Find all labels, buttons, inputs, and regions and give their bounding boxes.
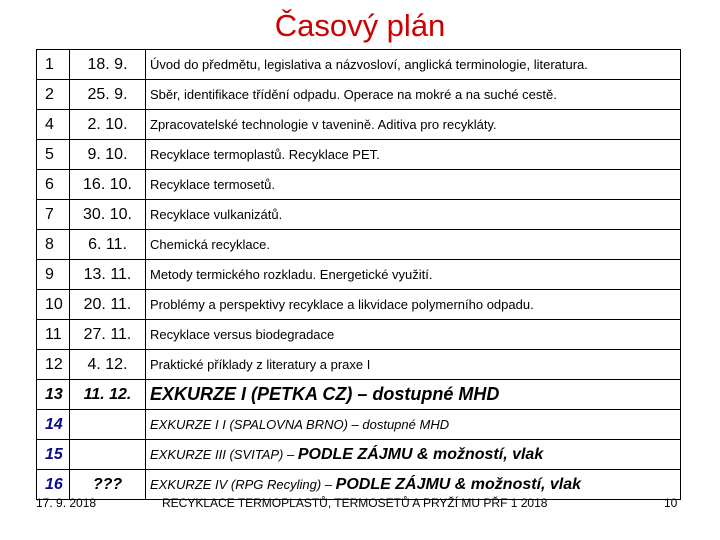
table-row (37, 50, 681, 80)
row-number: 2 (37, 80, 70, 110)
row-date: 2. 10. (70, 110, 146, 140)
table-row (37, 440, 681, 470)
row-topic: Zpracovatelské technologie v tavenině. Aditiva pro recykláty. (146, 110, 681, 140)
table-row (37, 230, 681, 260)
row-date: 13. 11. (70, 260, 146, 290)
table-row (37, 110, 681, 140)
table-row (37, 260, 681, 290)
page-number: 10 (664, 496, 678, 510)
row-date: 9. 10. (70, 140, 146, 170)
row-topic: Recyklace vulkanizátů. (146, 200, 681, 230)
row-topic: Úvod do předmětu, legislativa a názvosloví, anglická terminologie, literatura. (146, 50, 681, 80)
row-date: 30. 10. (70, 200, 146, 230)
row-number: 6 (37, 170, 70, 200)
page-title: Časový plán (274, 8, 446, 43)
row-topic (146, 470, 681, 500)
table-row (37, 320, 681, 350)
table-row (37, 380, 681, 410)
row-topic: EXKURZE I (PETKA CZ) – dostupné MHD (146, 380, 681, 410)
row-number: 1 (37, 50, 70, 80)
row-number: 7 (37, 200, 70, 230)
row-number: 10 (37, 290, 70, 320)
row-date: 20. 11. (70, 290, 146, 320)
row-date: 6. 11. (70, 230, 146, 260)
row-number: 15 (37, 440, 70, 470)
row-topic: EXKURZE I I (SPALOVNA BRNO) – dostupné MHD (146, 410, 681, 440)
row-topic-emphasis: PODLE ZÁJMU & možností, vlak (297, 445, 544, 463)
row-date: 11. 12. (70, 380, 146, 410)
row-topic: Recyklace termosetů. (146, 170, 681, 200)
row-date (70, 440, 146, 470)
row-date: 25. 9. (70, 80, 146, 110)
table-row (37, 410, 681, 440)
footer-course-title: RECYKLACE TERMOPLASTŮ, TERMOSETŮ A PRYŽÍ MU PŘF 1 2018 (162, 496, 548, 510)
row-topic: Sběr, identifikace třídění odpadu. Operace na mokré a na suché cestě. (146, 80, 681, 110)
table-row (37, 200, 681, 230)
row-number: 11 (37, 320, 70, 350)
row-topic: Problémy a perspektivy recyklace a likvidace polymerního odpadu. (146, 290, 681, 320)
row-topic: Recyklace versus biodegradace (146, 320, 681, 350)
table-row (37, 80, 681, 110)
table-row (37, 170, 681, 200)
row-topic: Metody termického rozkladu. Energetické využití. (146, 260, 681, 290)
row-number: 4 (37, 110, 70, 140)
row-number: 8 (37, 230, 70, 260)
row-number: 14 (37, 410, 70, 440)
table-row (37, 470, 681, 500)
row-number: 16 (37, 470, 70, 500)
row-topic-small: EXKURZE IV (RPG Recyling) – (150, 476, 333, 492)
row-date: 16. 10. (70, 170, 146, 200)
row-topic-small: EXKURZE III (SVITAP) – (150, 446, 295, 462)
row-date: 27. 11. (70, 320, 146, 350)
row-topic: Praktické příklady z literatury a praxe I (146, 350, 681, 380)
table-row (37, 140, 681, 170)
footer-date: 17. 9. 2018 (36, 496, 97, 510)
row-number: 9 (37, 260, 70, 290)
row-topic: Recyklace termoplastů. Recyklace PET. (146, 140, 681, 170)
table-row (37, 290, 681, 320)
row-topic: Chemická recyklace. (146, 230, 681, 260)
row-topic (146, 440, 681, 470)
row-number: 13 (37, 380, 70, 410)
row-topic-emphasis: PODLE ZÁJMU & možností, vlak (335, 475, 582, 493)
row-date: 18. 9. (70, 50, 146, 80)
row-date: 4. 12. (70, 350, 146, 380)
row-date: ??? (70, 470, 146, 500)
row-number: 5 (37, 140, 70, 170)
schedule-table (36, 49, 681, 500)
row-date (70, 410, 146, 440)
row-number: 12 (37, 350, 70, 380)
table-row (37, 350, 681, 380)
